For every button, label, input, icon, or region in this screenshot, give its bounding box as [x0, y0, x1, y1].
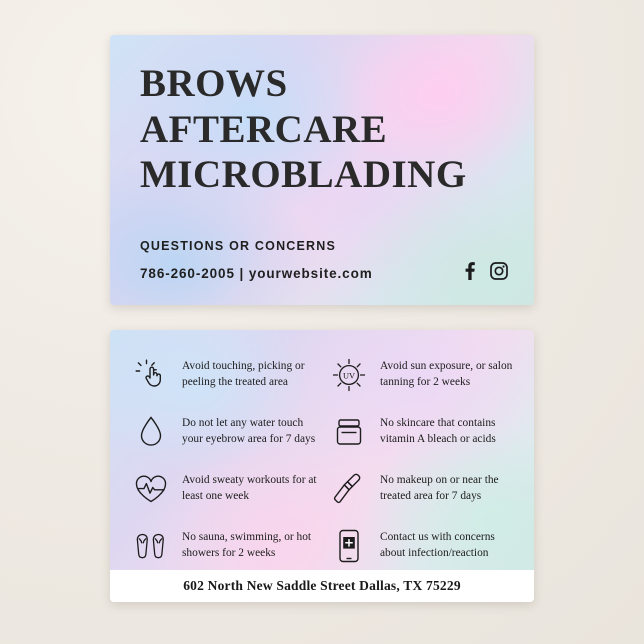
tip-text: Contact us with concerns about infection/reaction: [380, 531, 495, 559]
headline-line-3: MICROBLADING: [140, 153, 467, 197]
tip-item: [328, 346, 518, 403]
headline-line-1: BROWS: [140, 62, 288, 105]
facebook-icon[interactable]: [462, 262, 477, 285]
address-text: 602 North New Saddle Street Dallas, TX 75229: [183, 578, 461, 593]
tip-text: Avoid touching, picking or peeling the treated area: [182, 360, 305, 388]
tip-item: [328, 403, 518, 460]
sun-uv-icon: [328, 354, 370, 396]
tip-text: Do not let any water touch your eyebrow area for 7 days: [182, 417, 316, 445]
tip-text: Avoid sun exposure, or salon tanning for 2 weeks: [380, 360, 513, 388]
tip-item: [328, 460, 518, 517]
skincare-jar-icon: [328, 411, 370, 453]
tip-item: [130, 403, 320, 460]
tip-item: [130, 517, 320, 574]
tip-text: No sauna, swimming, or hot showers for 2 weeks: [182, 531, 312, 559]
social-icons: [462, 262, 508, 285]
tip-item: [130, 346, 320, 403]
tip-item: [130, 460, 320, 517]
svg-text:UV: UV: [342, 370, 356, 380]
phone-medical-icon: [328, 525, 370, 567]
front-content: [110, 35, 534, 305]
business-card-back: [110, 330, 534, 602]
phone-and-website: 786-260-2005 | yourwebsite.com: [140, 266, 373, 281]
aftercare-tips-grid: [130, 346, 518, 574]
tip-item: [328, 517, 518, 574]
instagram-icon[interactable]: [490, 262, 508, 285]
headline-line-2: AFTERCARE: [140, 107, 388, 151]
tip-text: No makeup on or near the treated area for 7 days: [380, 474, 499, 502]
questions-subheading: QUESTIONS OR CONCERNS: [140, 239, 337, 253]
tap-finger-icon: [130, 354, 172, 396]
front-headline: [140, 61, 504, 198]
makeup-brush-icon: [328, 468, 370, 510]
heart-pulse-icon: [130, 468, 172, 510]
tip-text: No skincare that contains vitamin A bleach or acids: [380, 417, 496, 445]
business-card-front: [110, 35, 534, 305]
contact-row: [140, 262, 508, 285]
tip-text: Avoid sweaty workouts for at least one week: [182, 474, 317, 502]
flip-flops-icon: [130, 525, 172, 567]
water-drop-icon: [130, 411, 172, 453]
footer-address-bar: [110, 570, 534, 602]
front-contact-block: [140, 239, 508, 285]
